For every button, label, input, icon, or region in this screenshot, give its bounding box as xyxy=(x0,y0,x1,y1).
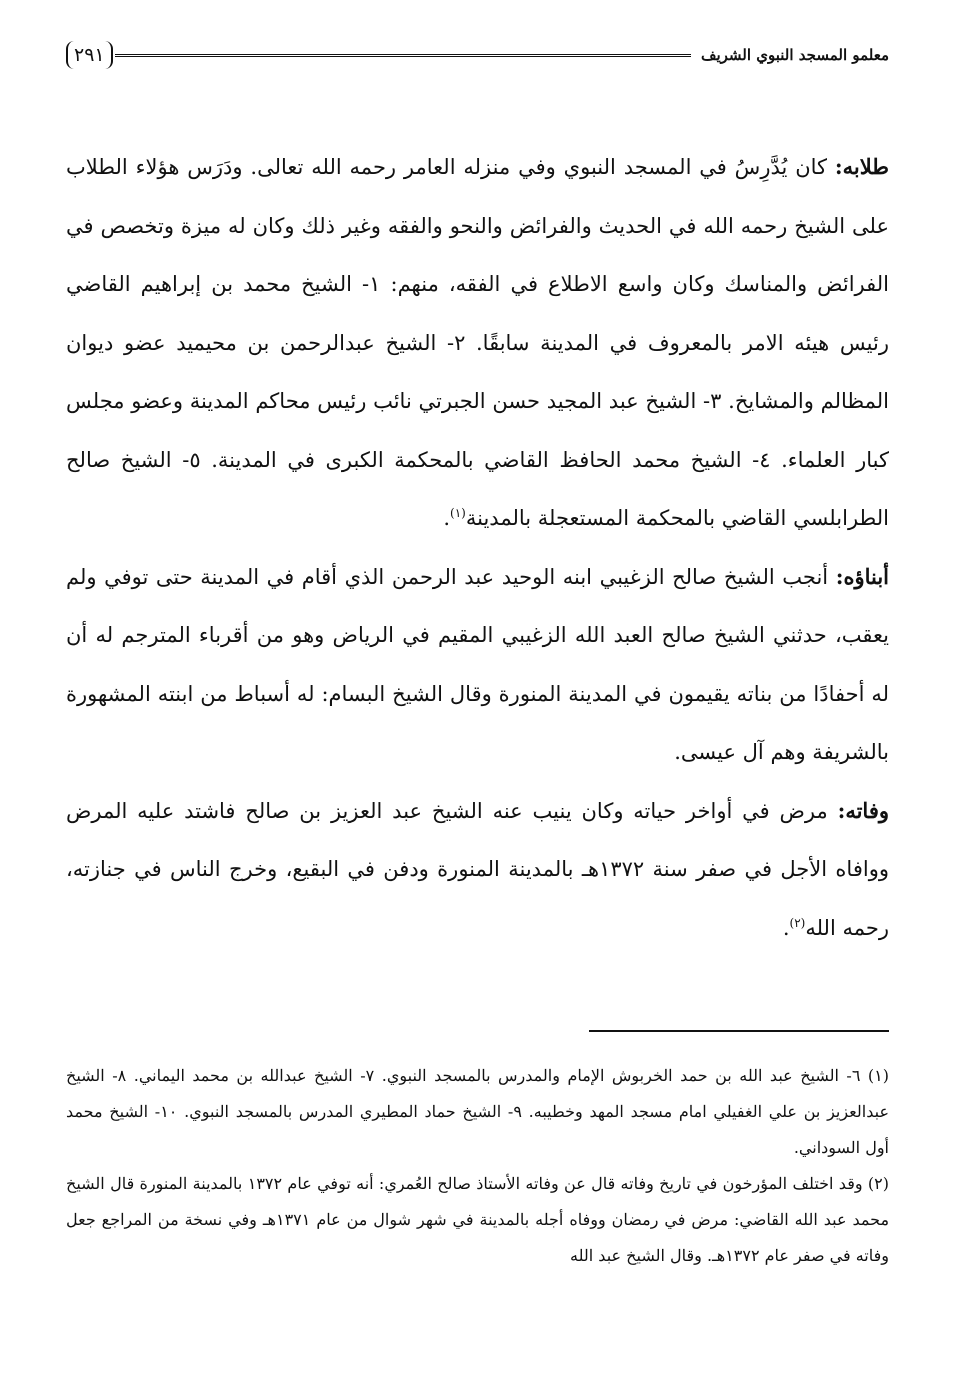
sons-text: أنجب الشيخ صالح الزغيبي ابنه الوحيد عبد الرحمن الذي أقام في المدينة حتى توفي ولم يعقب، حدثني الشيخ صالح العبد الله الزغيبي المقيم في الرياض وهو من أقرباء المترجم له أن له أحفادًا من بناته يقيمون في المدينة المنورة وقال الشيخ البسام: له أسباط من ابنته المشهورة بالشريفة وهم آل عيسى. xyxy=(66,564,889,764)
students-end: . xyxy=(443,506,451,530)
header-rule xyxy=(115,54,691,57)
paragraph-sons xyxy=(66,548,889,782)
footnote-separator xyxy=(589,1030,889,1032)
footnote-1: (١) ٦- الشيخ عبد الله بن حمد الخربوش الإمام والمدرس بالمسجد النبوي. ٧- الشيخ عبدالله بن محمد اليماني. ٨- الشيخ عبدالعزيز بن علي الغفيلي امام مسجد المهد وخطيبه. ٩- الشيخ حماد المطيري المدرس بالمسجد النبوي. ١٠- الشيخ محمد أول السوداني. xyxy=(66,1066,890,1157)
death-end: . xyxy=(782,915,790,940)
footnotes xyxy=(66,1058,889,1274)
running-header xyxy=(66,38,889,72)
footnote-2: (٢) وقد اختلف المؤرخون في تاريخ وفاته قال عن وفاته الأستاذ صالح العُمري: أنه توفي عام ١٣٧٢ بالمدينة المنورة قال الشيخ محمد عبد الله القاضي: مرض في رمضان ووفاه أجله بالمدينة في شهر شوال من عام ١٣٧١هـ وفي نسخة من المراجع جعل وفاته في صفر عام ١٣٧٢هـ. وقال الشيخ عبد الله xyxy=(66,1174,890,1265)
body-text xyxy=(66,138,889,957)
header-title: معلمو المسجد النبوي الشريف xyxy=(700,46,889,64)
students-text: كان يُدَّرِسُ في المسجد النبوي وفي منزله العامر رحمه الله تعالى. ودَرَس هؤلاء الطلاب على الشيخ رحمه الله في الحديث والفرائض والنحو والفقه وغير ذلك وكان له ميزة وتخصص في الفرائض والمناسك وكان واسع الاطلاع في الفقه، منهم: ١- الشيخ محمد بن إبراهيم القاضي رئيس هيئه الامر بالمعروف في المدينة سابقًا. ٢- الشيخ عبدالرحمن بن محيميد عضو ديوان المظالم والمشايخ. ٣- الشيخ عبد المجيد حسن الجبرتي نائب رئيس محاكم المدينة وعضو مجلس كبار العلماء. ٤- الشيخ محمد الحافظ القاضي بالمحكمة الكبرى في المدينة. ٥- الشيخ صالح الطرابلسي القاضي بالمحكمة المستعجلة بالمدينة xyxy=(66,155,890,530)
sons-label: أبناؤه: xyxy=(835,563,889,589)
paragraph-death xyxy=(66,782,889,958)
death-label: وفاته: xyxy=(837,797,889,823)
footnote-ref-1[interactable]: (١) xyxy=(450,506,466,520)
students-label: طلابه: xyxy=(834,154,889,179)
page-number: ٢٩١ xyxy=(66,41,113,69)
death-text: مرض في أواخر حياته وكان ينيب عنه الشيخ عبد العزيز بن صالح فاشتد عليه المرض ووافاه الأجل في صفر سنة ١٣٧٢هـ بالمدينة المنورة ودفن في البقيع، وخرج الناس في جنازته، رحمه الله xyxy=(66,798,889,940)
paragraph-students xyxy=(66,138,889,548)
footnote-ref-2[interactable]: (٢) xyxy=(789,915,806,930)
